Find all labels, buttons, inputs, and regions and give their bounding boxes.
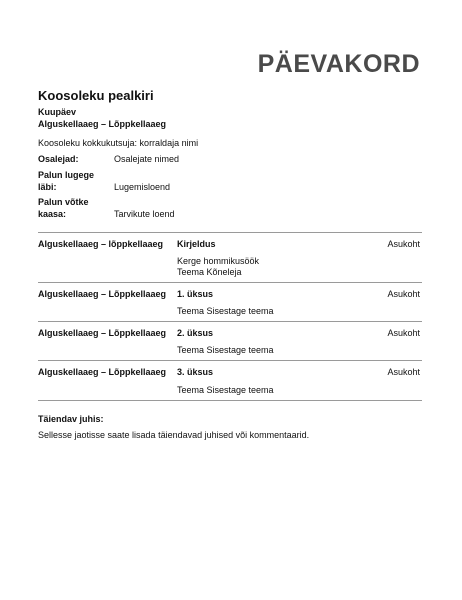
agenda-heading[interactable]: 1. üksus [177,289,214,299]
meeting-time-range[interactable]: Alguskellaaeg – Lõppkellaaeg [38,119,167,129]
reading-value[interactable]: Lugemisloend [114,182,171,192]
bring-value[interactable]: Tarvikute loend [114,209,175,219]
reading-label-line-2: läbi: [38,182,57,192]
agenda-location[interactable]: Asukoht [387,367,420,377]
bring-label-line-2: kaasa: [38,209,67,219]
document-title: PÄEVAKORD [257,50,420,78]
agenda-time[interactable]: Alguskellaaeg – Lõppkellaaeg [38,289,167,299]
agenda-time[interactable]: Alguskellaaeg – lõppkellaaeg [38,239,164,249]
meeting-organizer[interactable]: Koosoleku kokkukutsuja: korraldaja nimi [38,138,199,148]
agenda-detail[interactable]: Teema Sisestage teema [177,306,274,316]
agenda-divider [38,360,422,361]
notes-text[interactable]: Sellesse jaotisse saate lisada täiendavad juhised või kommentaarid. [38,430,310,440]
agenda-divider [38,232,422,233]
reading-label-line-1: Palun lugege [38,170,95,180]
agenda-time[interactable]: Alguskellaaeg – Lõppkellaaeg [38,367,167,377]
agenda-divider [38,321,422,322]
agenda-heading[interactable]: 2. üksus [177,328,214,338]
agenda-heading[interactable]: 3. üksus [177,367,214,377]
bring-label-line-1: Palun võtke [38,197,89,207]
agenda-detail[interactable]: Teema Sisestage teema [177,385,274,395]
meeting-title[interactable]: Koosoleku pealkiri [38,88,154,103]
agenda-detail[interactable]: Teema Sisestage teema [177,345,274,355]
agenda-location[interactable]: Asukoht [387,328,420,338]
agenda-location[interactable]: Asukoht [387,239,420,249]
agenda-divider [38,400,422,401]
agenda-location[interactable]: Asukoht [387,289,420,299]
agenda-divider [38,282,422,283]
agenda-detail[interactable]: Teema Kõneleja [177,267,242,277]
agenda-heading[interactable]: Kirjeldus [177,239,216,249]
notes-label: Täiendav juhis: [38,414,104,424]
participants-value[interactable]: Osalejate nimed [114,154,180,164]
meeting-date[interactable]: Kuupäev [38,107,77,117]
participants-label: Osalejad: [38,154,79,164]
agenda-time[interactable]: Alguskellaaeg – Lõppkellaaeg [38,328,167,338]
agenda-detail[interactable]: Kerge hommikusöök [177,256,260,266]
